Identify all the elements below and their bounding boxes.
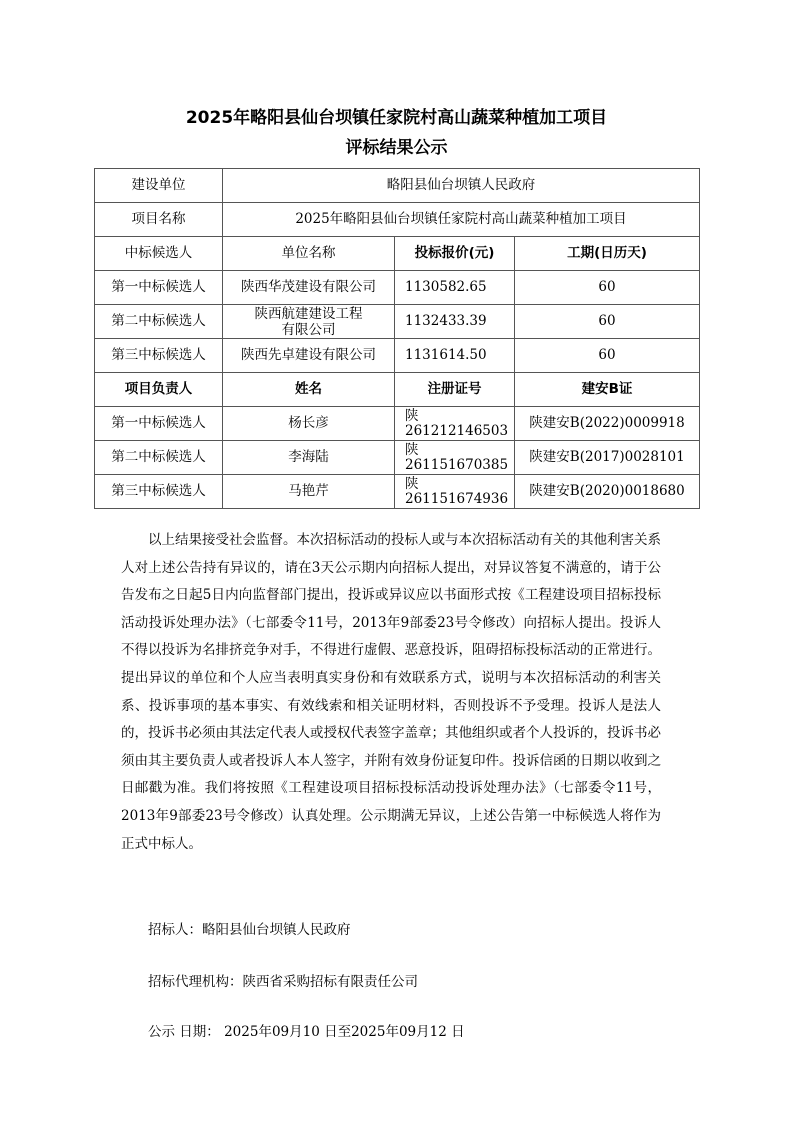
manager-name: 李海陆 <box>223 441 395 475</box>
column-header: 投标报价(元) <box>395 237 515 271</box>
manager-row <box>95 407 700 441</box>
manager-header-row <box>95 373 700 407</box>
project-value: 2025年略阳县仙台坝镇任家院村高山蔬菜种植加工项目 <box>223 203 700 237</box>
column-header: 注册证号 <box>395 373 515 407</box>
column-header: 项目负责人 <box>95 373 223 407</box>
candidate-rank: 第二中标候选人 <box>95 305 223 339</box>
notice-body <box>121 527 661 858</box>
registration-number: 陕261212146503 <box>395 407 515 441</box>
bid-row <box>95 305 700 339</box>
publish-date-line: 公示 日期： 2025年09月10 日至2025年09月12 日 <box>148 1024 465 1040</box>
manager-name: 马艳芹 <box>223 475 395 509</box>
candidate-rank: 第三中标候选人 <box>95 475 223 509</box>
company-name: 陕西先卓建设有限公司 <box>223 339 395 373</box>
project-row <box>95 203 700 237</box>
safety-certificate: 陕建安B(2017)0028101 <box>515 441 700 475</box>
bid-price: 1130582.65 <box>395 271 515 305</box>
company-name <box>223 305 395 339</box>
column-header: 工期(日历天) <box>515 237 700 271</box>
column-header: 姓名 <box>223 373 395 407</box>
document-title: 2025年略阳县仙台坝镇任家院村高山蔬菜种植加工项目 <box>185 108 608 128</box>
tenderer-line: 招标人：略阳县仙台坝镇人民政府 <box>148 922 351 938</box>
bid-price: 1131614.50 <box>395 339 515 373</box>
company-name: 陕西华茂建设有限公司 <box>223 271 395 305</box>
work-days: 60 <box>515 271 700 305</box>
manager-row <box>95 475 700 509</box>
work-days: 60 <box>515 339 700 373</box>
registration-number: 陕261151674936 <box>395 475 515 509</box>
manager-name: 杨长彦 <box>223 407 395 441</box>
builder-value: 略阳县仙台坝镇人民政府 <box>223 169 700 203</box>
results-table <box>94 168 700 509</box>
notice-paragraph: 以上结果接受社会监督。本次招标活动的投标人或与本次招标活动有关的其他利害关系人对上述公告持有异议的，请在3天公示期内向招标人提出，对异议答复不满意的，请于公告发布之日起5日内向监督部门提出，投诉或异议应以书面形式按《工程建设项目招标投标活动投诉处理办法》（七部委令11号，2013年9部委23号令修改）向招标人提出。投诉人不得以投诉为名排挤竞争对手，不得进行虚假、恶意投诉，阻碍招标投标活动的正常进行。提出异议的单位和个人应当表明真实身份和有效联系方式，说明与本次招标活动的利害关系、投诉事项的基本事实、有效线索和相关证明材料，否则投诉不予受理。投诉人是法人的，投诉书必须由其法定代表人或授权代表签字盖章；其他组织或者个人投诉的，投诉书必须由其主要负责人或者投诉人本人签字，并附有效身份证复印件。投诉信函的日期以收到之日邮戳为准。我们将按照《工程建设项目招标投标活动投诉处理办法》（七部委令11号，2013年9部委23号令修改）认真处理。公示期满无异议，上述公告第一中标候选人将作为正式中标人。 <box>121 532 661 852</box>
manager-row <box>95 441 700 475</box>
bid-row <box>95 271 700 305</box>
column-header: 建安B证 <box>515 373 700 407</box>
column-header: 中标候选人 <box>95 237 223 271</box>
bid-row <box>95 339 700 373</box>
candidate-rank: 第二中标候选人 <box>95 441 223 475</box>
column-header: 单位名称 <box>223 237 395 271</box>
builder-label: 建设单位 <box>95 169 223 203</box>
candidate-rank: 第一中标候选人 <box>95 407 223 441</box>
work-days: 60 <box>515 305 700 339</box>
candidate-rank: 第三中标候选人 <box>95 339 223 373</box>
agency-line: 招标代理机构：陕西省采购招标有限责任公司 <box>148 974 418 990</box>
project-label: 项目名称 <box>95 203 223 237</box>
registration-number: 陕261151670385 <box>395 441 515 475</box>
safety-certificate: 陕建安B(2022)0009918 <box>515 407 700 441</box>
safety-certificate: 陕建安B(2020)0018680 <box>515 475 700 509</box>
candidate-rank: 第一中标候选人 <box>95 271 223 305</box>
company-name-line: 有限公司 <box>281 321 336 338</box>
bid-header-row <box>95 237 700 271</box>
bid-price: 1132433.39 <box>395 305 515 339</box>
company-name-line: 陕西航建建设工程 <box>254 305 363 322</box>
document-subtitle: 评标结果公示 <box>345 138 448 158</box>
builder-row <box>95 169 700 203</box>
